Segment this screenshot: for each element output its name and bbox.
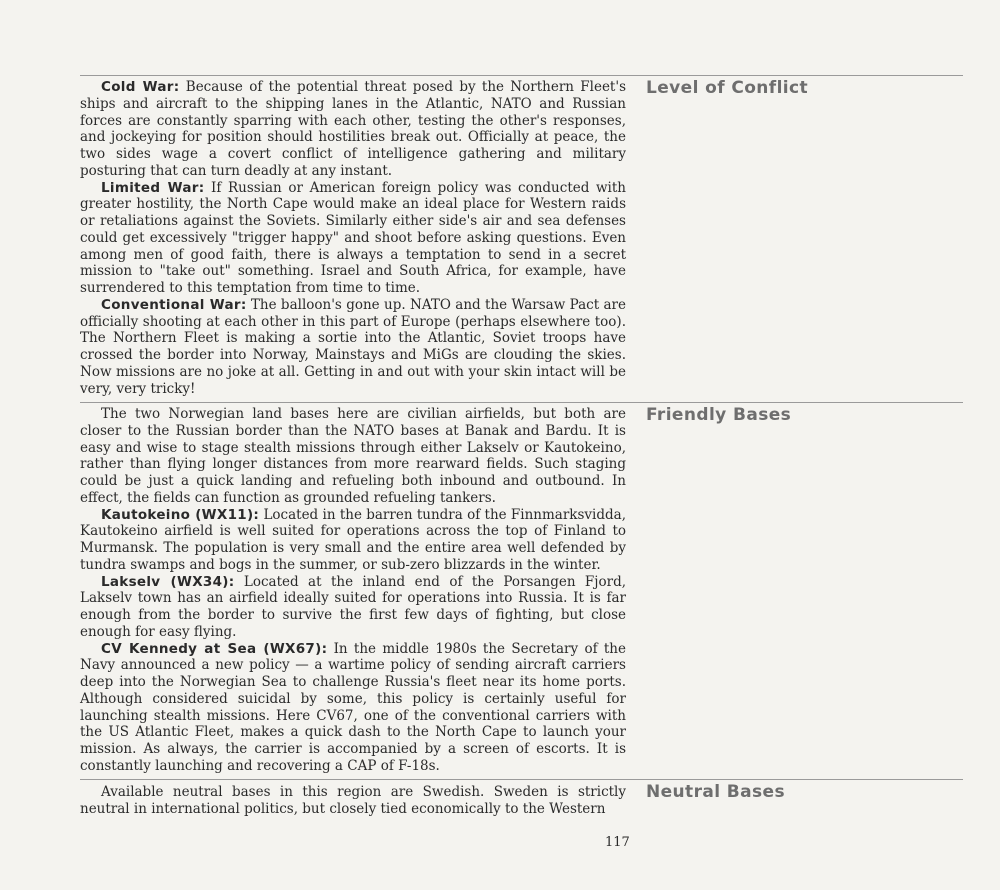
section-rule-top: [80, 75, 963, 76]
limited-war-paragraph: [80, 180, 626, 297]
neutral-bases-section: [80, 784, 626, 818]
conventional-war-text: The balloon's gone up. NATO and the Warsaw Pact are officially shooting at each other in this part of Europe (perhaps elsewhere too). The Northern Fleet is making a sortie into the Atlantic, Soviet troops have crossed the border into Norway, Mainstays and MiGs are clouding the skies. Now missions are no joke at all. Getting in and out with your skin intact will be very, very tricky!: [80, 296, 626, 397]
lakselv-paragraph: [80, 574, 626, 641]
cv-kennedy-paragraph: [80, 641, 626, 775]
friendly-bases-heading: Friendly Bases: [646, 405, 792, 425]
limited-war-label: Limited War:: [101, 179, 205, 196]
cold-war-label: Cold War:: [101, 79, 180, 95]
cv-kennedy-label: CV Kennedy at Sea (WX67):: [101, 640, 328, 657]
conflict-section: [80, 79, 626, 397]
conventional-war-label: Conventional War:: [101, 296, 247, 313]
friendly-intro-paragraph: The two Norwegian land bases here are civilian airfields, but both are closer to the Russian border than the NATO bases at Banak and Bardu. It is easy and wise to stage stealth missions through either Lakselv or Kautokeino, rather than flying longer distances from more rearward fields. Such staging could be just a quick landing and refueling both inbound and outbound. In effect, the fields can function as grounded refueling tankers.: [80, 406, 626, 506]
limited-war-text: If Russian or American foreign policy was conducted with greater hostility, the North Cape would make an ideal place for Western raids or retaliations against the Soviets. Similarly either side's air and sea defenses could get excessively "trigger happy" and shoot before asking questions. Even among men of good faith, there is always a temptation to send in a secret mission to "take out" something. Israel and South Africa, for example, have surrendered to this temptation from time to time.: [80, 179, 626, 296]
friendly-bases-section: [80, 406, 626, 775]
section-rule-bottom: [80, 779, 963, 780]
section-rule-middle: [80, 402, 963, 403]
neutral-bases-heading: Neutral Bases: [646, 782, 785, 802]
kautokeino-paragraph: [80, 507, 626, 574]
page-number: 117: [605, 835, 630, 850]
kautokeino-text: Located in the barren tundra of the Finnmarksvidda, Kautokeino airfield is well suited for operations across the top of Finland to Murmansk. The population is very small and the entire area well defended by tundra swamps and bogs in the summer, or sub-zero blizzards in the winter.: [80, 506, 626, 573]
level-of-conflict-heading: Level of Conflict: [646, 78, 809, 98]
kautokeino-label: Kautokeino (WX11):: [101, 506, 260, 523]
cold-war-paragraph: [80, 79, 626, 180]
lakselv-text: Located at the inland end of the Porsangen Fjord, Lakselv town has an airfield ideally suited for operations into Russia. It is far enough from the border to survive the first few days of fighting, but close enough for easy flying.: [80, 573, 626, 640]
lakselv-label: Lakselv (WX34):: [101, 573, 235, 590]
neutral-intro-paragraph: Available neutral bases in this region are Swedish. Sweden is strictly neutral in international politics, but closely tied economically to the Western: [80, 784, 626, 817]
cv-kennedy-text: In the middle 1980s the Secretary of the Navy announced a new policy — a wartime policy of sending aircraft carriers deep into the Norwegian Sea to challenge Russia's fleet near its home ports. Although considered suicidal by some, this policy is certainly useful for launching stealth missions. Here CV67, one of the conventional carriers with the US Atlantic Fleet, makes a quick dash to the North Cape to launch your mission. As always, the carrier is accompanied by a screen of escorts. It is constantly launching and recovering a CAP of F-18s.: [80, 640, 626, 774]
cold-war-text: Because of the potential threat posed by the Northern Fleet's ships and aircraft to the shipping lanes in the Atlantic, NATO and Russian forces are constantly sparring with each other, testing the other's responses, and jockeying for position should hostilities break out. Officially at peace, the two sides wage a covert conflict of intelligence gathering and military posturing that can turn deadly at any instant.: [80, 79, 626, 179]
conventional-war-paragraph: [80, 297, 626, 398]
